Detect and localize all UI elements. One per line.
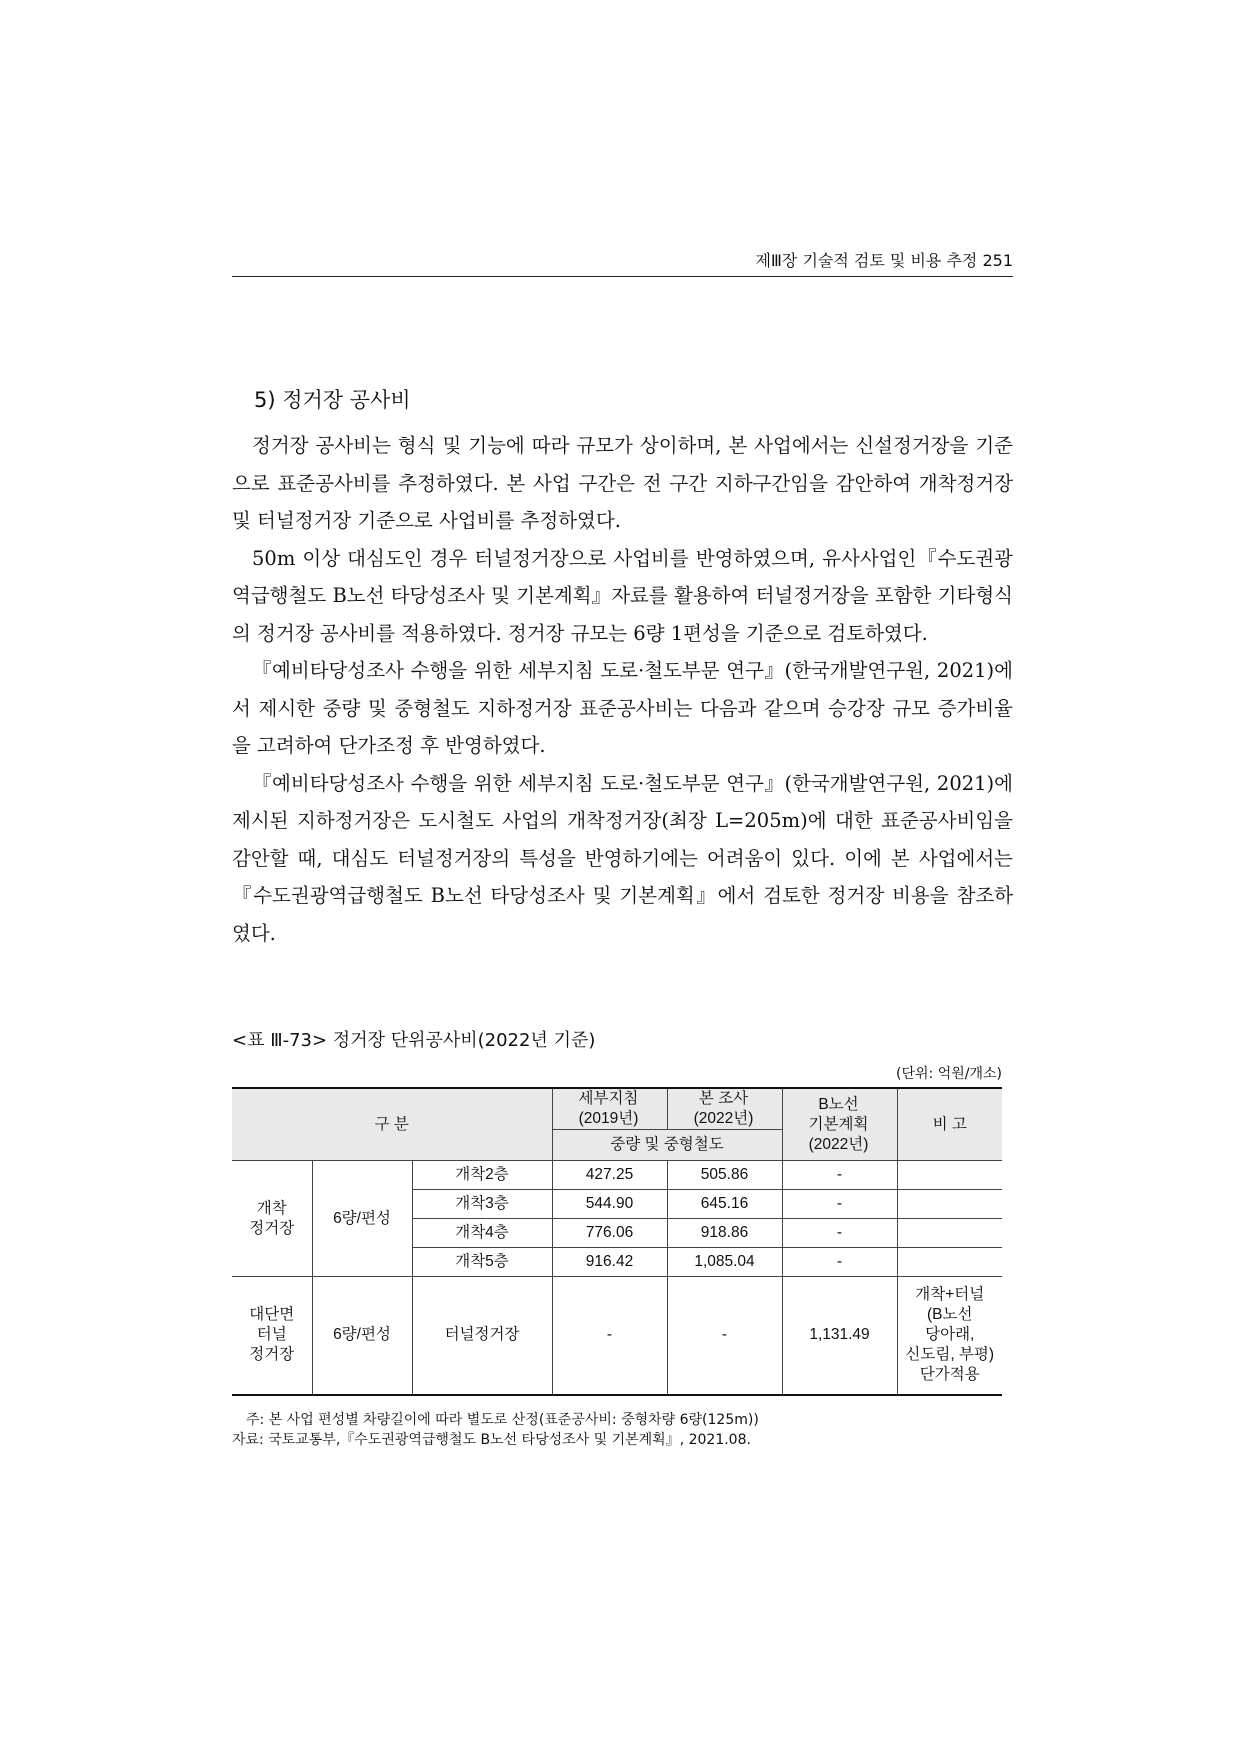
remarks-value [897, 1248, 1002, 1277]
survey-value: 505.86 [667, 1161, 782, 1190]
remarks-value [897, 1190, 1002, 1219]
bline-value: 1,131.49 [782, 1277, 897, 1395]
station-type: 개착5층 [412, 1248, 552, 1277]
station-type: 터널정거장 [412, 1277, 552, 1395]
table-unit: (단위: 억원/개소) [896, 1066, 1002, 1082]
station-type: 개착4층 [412, 1219, 552, 1248]
paragraph: 『예비타당성조사 수행을 위한 세부지침 도로·철도부문 연구』(한국개발연구원, 2021)에서 제시한 중량 및 중형철도 지하정거장 표준공사비는 다음과 같으며 승강장 규모 증가비율을 고려하여 단가조정 후 반영하였다. [232, 659, 1013, 757]
table-source: 자료: 국토교통부,『수도권광역급행철도 B노선 타당성조사 및 기본계획』, 2021.08. [232, 1432, 751, 1448]
bline-value: - [782, 1161, 897, 1190]
body-text [232, 427, 1013, 952]
survey-value: 1,085.04 [667, 1248, 782, 1277]
paragraph: 50m 이상 대심도인 경우 터널정거장으로 사업비를 반영하였으며, 유사사업인『수도권광역급행철도 B노선 타당성조사 및 기본계획』자료를 활용하여 터널정거장을 포함한 기타형식의 정거장 공사비를 적용하였다. 정거장 규모는 6량 1편성을 기준으로 검토하였다. [232, 546, 1013, 645]
remarks-value: 개착+터널 (B노선 당아래, 신도림, 부평) 단가적용 [897, 1277, 1002, 1395]
header-weight: 중량 및 중형철도 [552, 1130, 782, 1161]
bline-value: - [782, 1190, 897, 1219]
paragraph: 『예비타당성조사 수행을 위한 세부지침 도로·철도부문 연구』(한국개발연구원, 2021)에 제시된 지하정거장은 도시철도 사업의 개착정거장(최장 L=205m)에 대한 표준공사비임을 감안할 때, 대심도 터널정거장의 특성을 반영하기에는 어려움이 있다. 이에 본 사업에서는『수도권광역급행철도 B노선 타당성조사 및 기본계획』에서 검토한 정거장 비용을 참조하였다. [232, 771, 1013, 945]
guideline-value: - [552, 1277, 667, 1395]
table-caption: <표 Ⅲ-73> 정거장 단위공사비(2022년 기준) [232, 1030, 596, 1051]
guideline-value: 544.90 [552, 1190, 667, 1219]
header-survey: 본 조사 (2022년) [667, 1088, 782, 1130]
header-category: 구 분 [232, 1088, 552, 1161]
table-note: 주: 본 사업 편성별 차량길이에 따라 별도로 산정(표준공사비: 중형차량 6량(125m)) [246, 1412, 759, 1428]
bline-value: - [782, 1248, 897, 1277]
paragraph: 정거장 공사비는 형식 및 기능에 따라 규모가 상이하며, 본 사업에서는 신설정거장을 기준으로 표준공사비를 추정하였다. 본 사업 구간은 전 구간 지하구간임을 감안하여 개착정거장 및 터널정거장 기준으로 사업비를 추정하였다. [232, 434, 1013, 532]
group-formation: 6량/편성 [312, 1161, 412, 1277]
bline-value: - [782, 1219, 897, 1248]
header-guideline: 세부지침 (2019년) [552, 1088, 667, 1130]
guideline-value: 427.25 [552, 1161, 667, 1190]
station-cost-table [232, 1087, 1002, 1396]
header-remarks: 비 고 [897, 1088, 1002, 1161]
table-notes [232, 1410, 1032, 1450]
group-formation: 6량/편성 [312, 1277, 412, 1395]
survey-value: 645.16 [667, 1190, 782, 1219]
remarks-value [897, 1219, 1002, 1248]
table-row [232, 1161, 1002, 1190]
running-header: 제Ⅲ장 기술적 검토 및 비용 추정 251 [232, 250, 1013, 277]
header-bline: B노선 기본계획 (2022년) [782, 1088, 897, 1161]
section-heading: 5) 정거장 공사비 [254, 388, 411, 412]
guideline-value: 916.42 [552, 1248, 667, 1277]
group-name: 개착 정거장 [232, 1161, 312, 1277]
table-row [232, 1277, 1002, 1395]
station-type: 개착3층 [412, 1190, 552, 1219]
remarks-value [897, 1161, 1002, 1190]
survey-value: - [667, 1277, 782, 1395]
station-type: 개착2층 [412, 1161, 552, 1190]
group-name: 대단면 터널 정거장 [232, 1277, 312, 1395]
guideline-value: 776.06 [552, 1219, 667, 1248]
survey-value: 918.86 [667, 1219, 782, 1248]
